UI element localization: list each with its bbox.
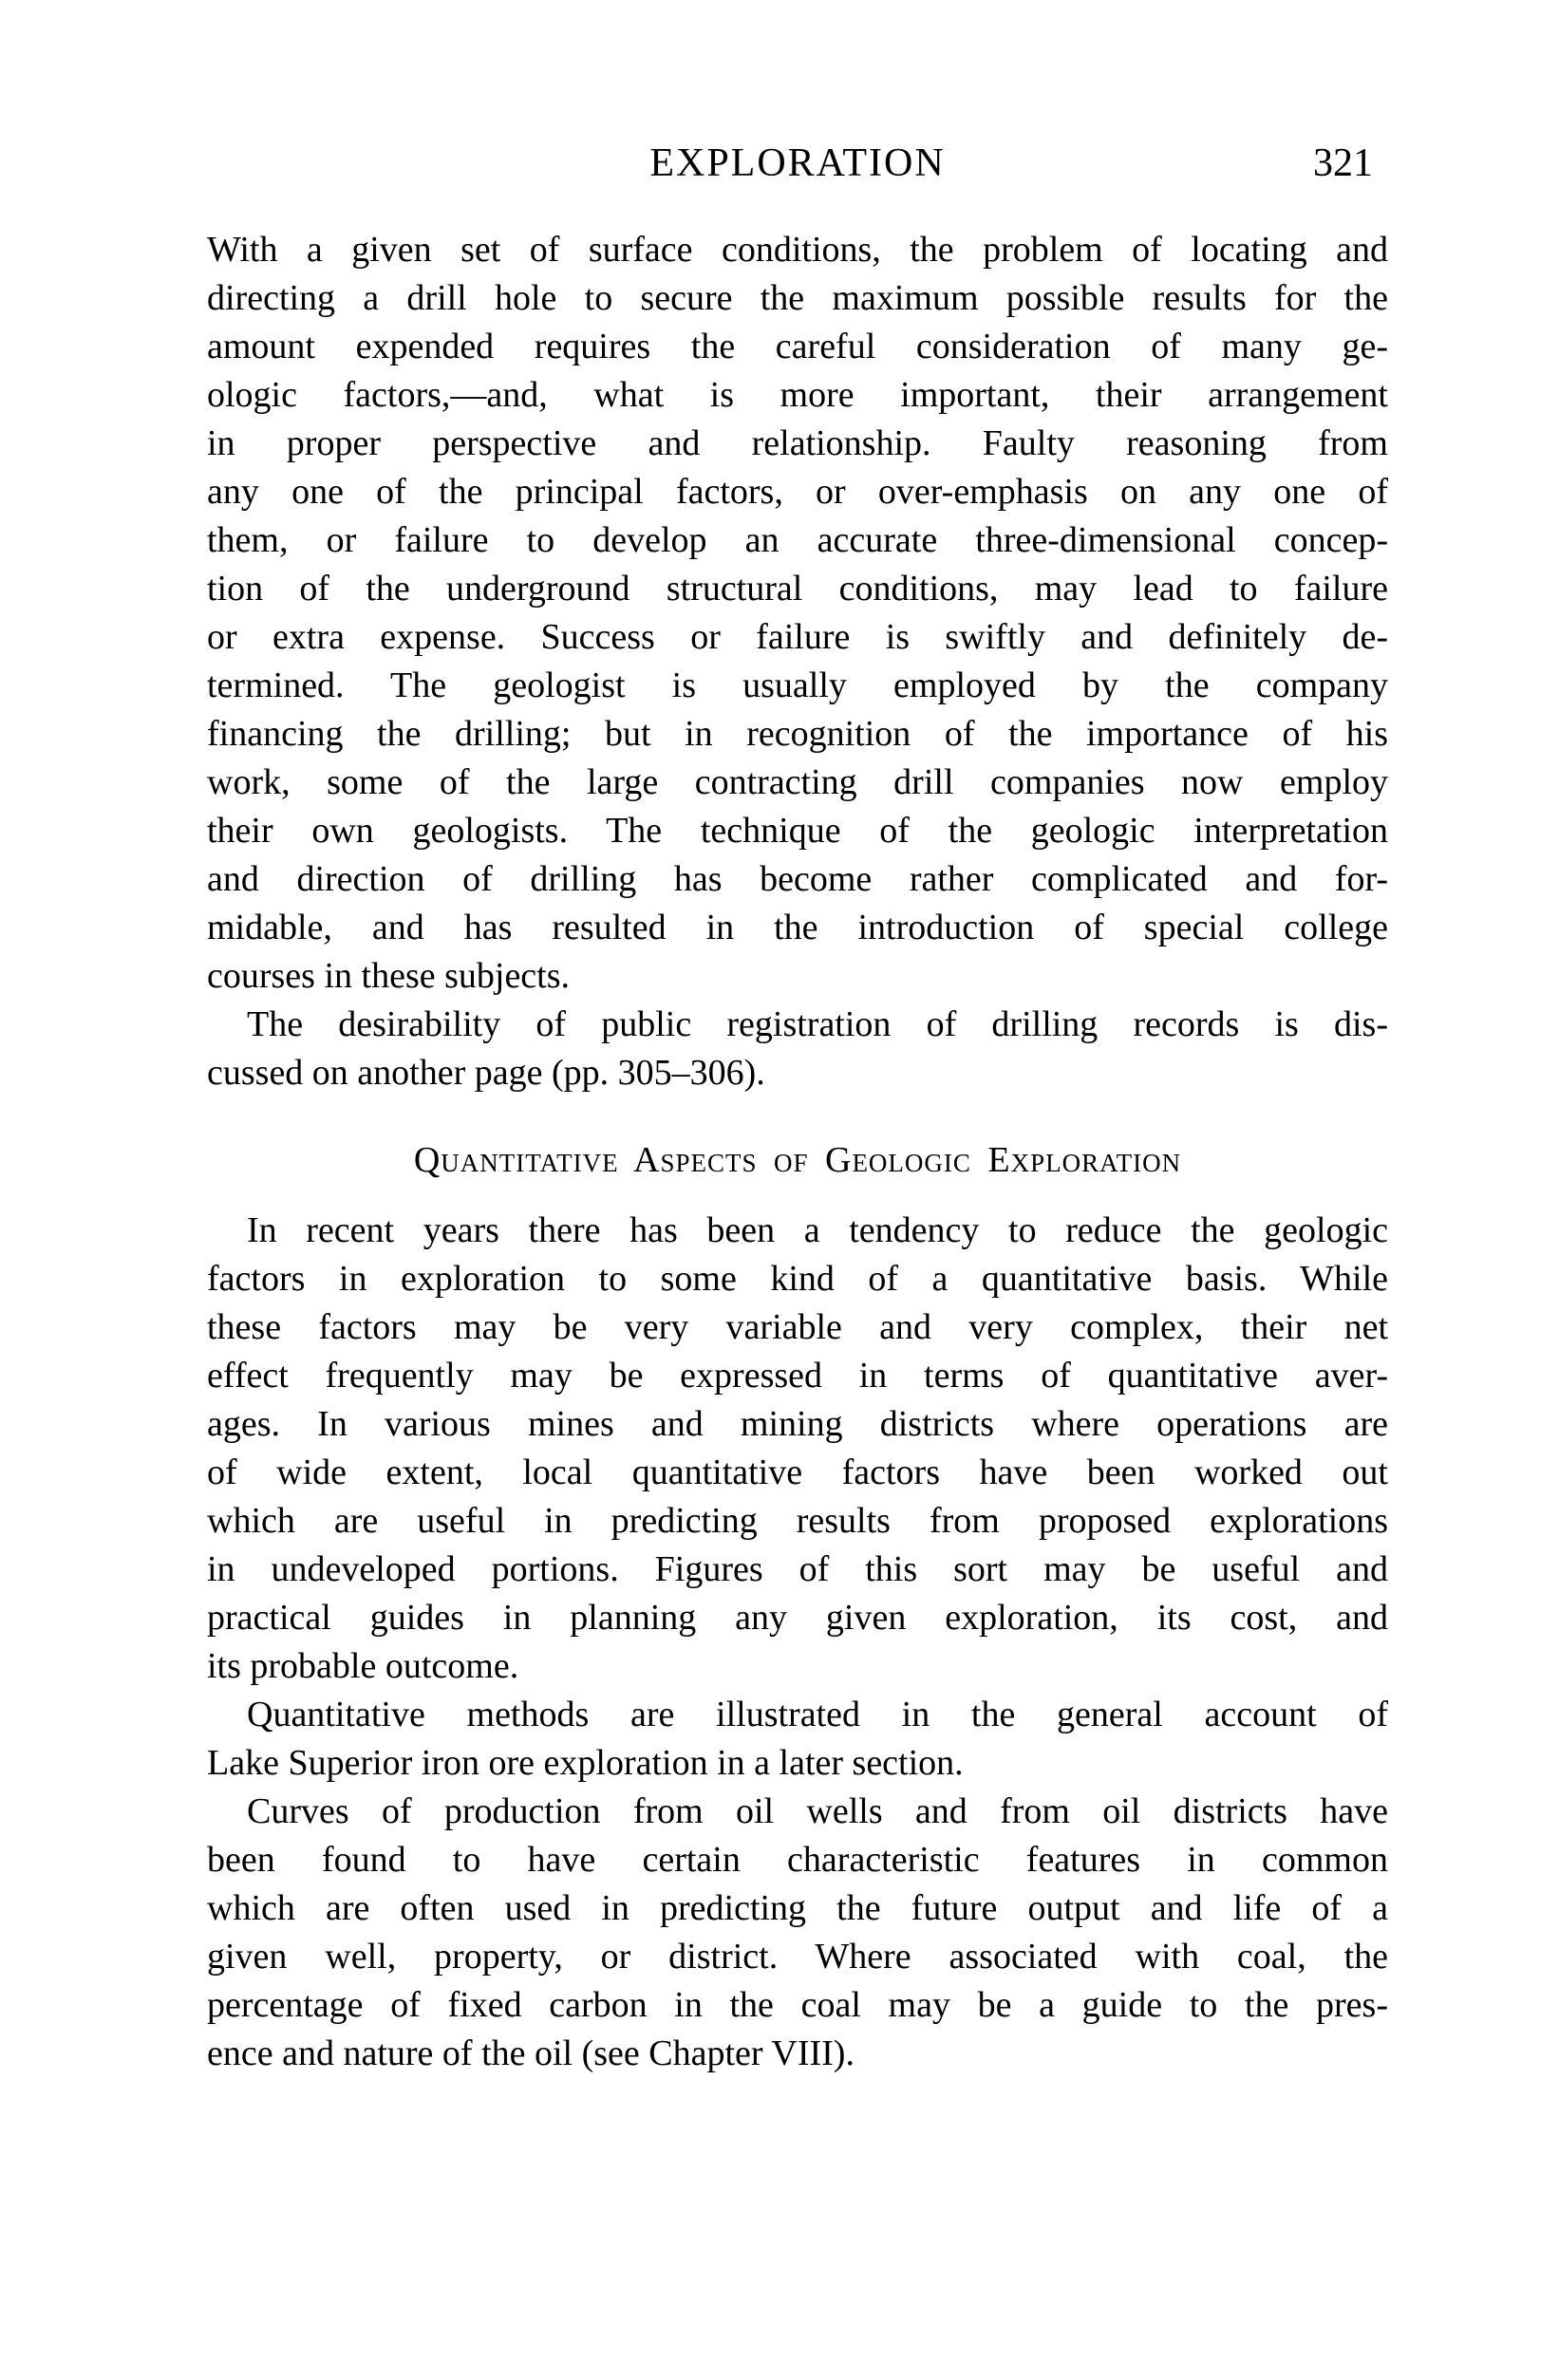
- text-line: financing the drilling; but in recognition of the importance of his: [207, 714, 1388, 754]
- text-line: percentage of fixed carbon in the coal may be a guide to the pres-: [207, 1985, 1388, 2025]
- text-line: cussed on another page (pp. 305–306).: [207, 1053, 765, 1093]
- text-line: ence and nature of the oil (see Chapter VIII).: [207, 2033, 855, 2073]
- text-line: work, some of the large contracting drill companies now employ: [207, 762, 1388, 802]
- text-line: factors in exploration to some kind of a quantitative basis. While: [207, 1259, 1388, 1299]
- text-line: ologic factors,—and, what is more important, their arrangement: [207, 375, 1388, 415]
- text-line: any one of the principal factors, or over-emphasis on any one of: [207, 472, 1388, 512]
- text-line: these factors may be very variable and very complex, their net: [207, 1307, 1388, 1347]
- text-line: of wide extent, local quantitative factors have been worked out: [207, 1452, 1388, 1492]
- text-line: them, or failure to develop an accurate three-dimensional concep-: [207, 520, 1388, 560]
- text-line: been found to have certain characteristic features in common: [207, 1840, 1388, 1880]
- text-line: Curves of production from oil wells and from oil districts have: [247, 1791, 1388, 1831]
- paragraph: [207, 226, 1388, 1001]
- text-line: In recent years there has been a tendency to reduce the geologic: [247, 1210, 1388, 1250]
- text-line: and direction of drilling has become rather complicated and for-: [207, 859, 1388, 899]
- text-line: practical guides in planning any given exploration, its cost, and: [207, 1598, 1388, 1638]
- text-line: With a given set of surface conditions, the problem of locating and: [207, 230, 1388, 270]
- running-head-title: EXPLORATION: [649, 141, 946, 185]
- paragraph: [207, 1207, 1388, 1691]
- text-line: in undeveloped portions. Figures of this sort may be useful and: [207, 1549, 1388, 1589]
- text-line: Lake Superior iron ore exploration in a later section.: [207, 1743, 964, 1783]
- text-line: effect frequently may be expressed in terms of quantitative aver-: [207, 1356, 1388, 1396]
- text-line: in proper perspective and relationship. Faulty reasoning from: [207, 423, 1388, 463]
- paragraph: [207, 1788, 1388, 2078]
- text-line: tion of the underground structural conditions, may lead to failure: [207, 569, 1388, 609]
- text-line: The desirability of public registration of drilling records is dis-: [247, 1004, 1388, 1044]
- text-line: directing a drill hole to secure the maximum possible results for the: [207, 278, 1388, 318]
- paragraph: [207, 1001, 1388, 1097]
- paragraph: [207, 1691, 1388, 1788]
- page-number: 321: [1313, 141, 1373, 185]
- text-line: midable, and has resulted in the introduction of special college: [207, 908, 1388, 947]
- text-line: ages. In various mines and mining districts where operations are: [207, 1404, 1388, 1444]
- text-line: or extra expense. Success or failure is swiftly and definitely de-: [207, 617, 1388, 657]
- text-line: courses in these subjects.: [207, 956, 571, 996]
- text-line: its probable outcome.: [207, 1646, 519, 1686]
- text-line: given well, property, or district. Where associated with coal, the: [207, 1937, 1388, 1977]
- text-line: termined. The geologist is usually employed by the company: [207, 665, 1388, 705]
- page-header: [207, 141, 1388, 186]
- section-heading: Quantitative Aspects of Geologic Exploration: [413, 1140, 1182, 1180]
- text-line: which are often used in predicting the future output and life of a: [207, 1888, 1388, 1928]
- text-line: Quantitative methods are illustrated in the general account of: [247, 1695, 1388, 1734]
- text-line: which are useful in predicting results from proposed explorations: [207, 1501, 1388, 1541]
- text-line: amount expended requires the careful consideration of many ge-: [207, 327, 1388, 366]
- text-line: their own geologists. The technique of the geologic interpretation: [207, 811, 1388, 851]
- page-body: [207, 226, 1388, 2078]
